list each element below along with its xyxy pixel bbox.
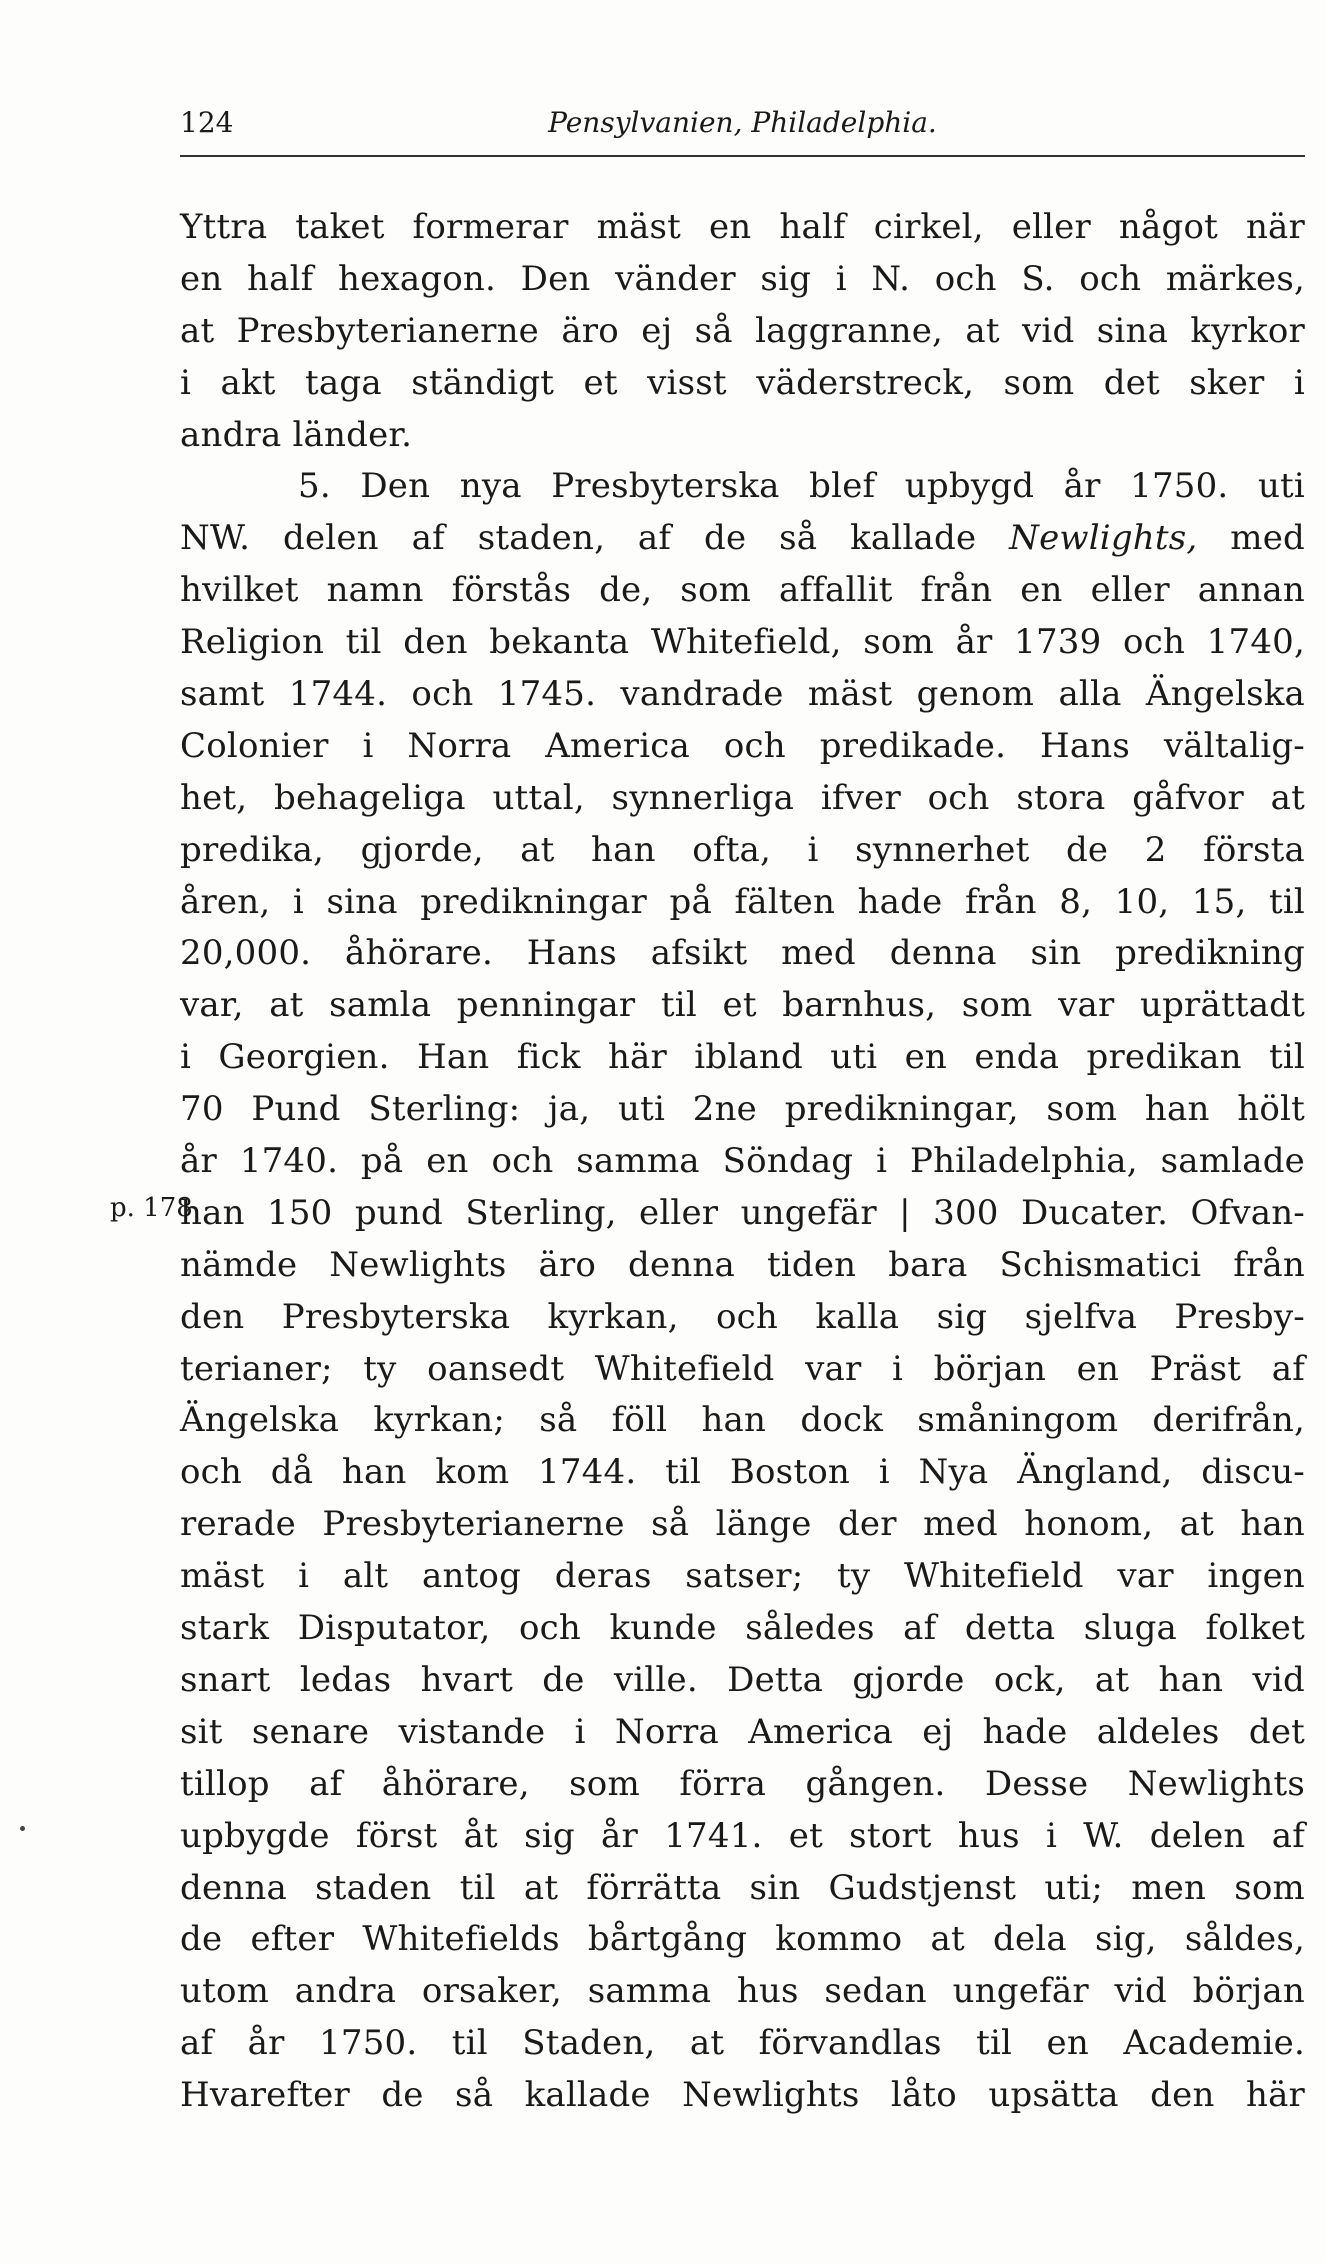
- text-line: åren, i sina predikningar på fälten hade från 8, 10, 15, til: [180, 881, 1305, 922]
- text-line: Ängelska kyrkan; så föll han dock småningom derifrån,: [180, 1400, 1305, 1441]
- text-line: i akt taga ständigt et visst väderstreck, som det sker i: [180, 362, 1305, 403]
- text-line: Colonier i Norra America och predikade. Hans vältalig-: [180, 725, 1305, 766]
- text-line: [180, 513, 1305, 565]
- text-line: Yttra taket formerar mäst en half cirkel, eller något när: [180, 207, 1305, 247]
- text-line: tillop af åhörare, som förra gången. Desse Newlights: [180, 1763, 1305, 1804]
- text-line: 70 Pund Sterling: ja, uti 2ne predikningar, som han hölt: [180, 1089, 1305, 1130]
- text-line: upbygde först åt sig år 1741. et stort hus i W. delen af: [180, 1815, 1305, 1856]
- text-line: 5. Den nya Presbyterska blef upbygd år 1750. uti: [298, 466, 1305, 507]
- text-line: i Georgien. Han fick här ibland uti en enda predikan til: [180, 1037, 1305, 1078]
- text-line: nämde Newlights äro denna tiden bara Schismatici från: [180, 1244, 1305, 1285]
- text-segment: med: [1197, 518, 1306, 559]
- text-line: de efter Whitefields bårtgång kommo at dela sig, såldes,: [180, 1919, 1305, 1960]
- text-line: hvilket namn förstås de, som affallit från en eller annan: [180, 570, 1305, 611]
- text-line: het, behageliga uttal, synnerliga ifver och stora gåfvor at: [180, 777, 1305, 818]
- text-line: den Presbyterska kyrkan, och kalla sig sjelfva Presby-: [180, 1296, 1305, 1337]
- margin-page-reference: p. 178: [110, 1193, 193, 1223]
- header-rule: [180, 155, 1305, 157]
- text-line: Religion til den bekanta Whitefield, som år 1739 och 1740,: [180, 622, 1305, 663]
- text-line: at Presbyterianerne äro ej så laggranne, at vid sina kyrkor: [180, 310, 1305, 351]
- text-segment: NW. delen af staden, af de så kallade: [180, 518, 1010, 559]
- text-line: en half hexagon. Den vänder sig i N. och S. och märkes,: [180, 258, 1305, 299]
- text-line: predika, gjorde, at han ofta, i synnerhet de 2 första: [180, 829, 1305, 870]
- text-line: utom andra orsaker, samma hus sedan ungefär vid början: [180, 1971, 1305, 2012]
- text-line: sit senare vistande i Norra America ej hade aldeles det: [180, 1711, 1305, 1752]
- text-line: 20,000. åhörare. Hans afsikt med denna sin predikning: [180, 933, 1305, 974]
- page-number: 124: [180, 106, 234, 139]
- body-text: [180, 202, 1305, 2122]
- page-header: [180, 106, 1305, 150]
- text-line: terianer; ty oansedt Whitefield var i början en Präst af: [180, 1348, 1305, 1389]
- text-line: snart ledas hvart de ville. Detta gjorde ock, at han vid: [180, 1659, 1305, 1700]
- text-line: han 150 pund Sterling, eller ungefär | 300 Ducater. Ofvan-: [180, 1192, 1305, 1233]
- italic-term: Newlights,: [1009, 518, 1198, 559]
- text-line: stark Disputator, och kunde således af detta sluga folket: [180, 1608, 1305, 1649]
- running-title: Pensylvanien, Philadelphia.: [548, 106, 937, 139]
- text-line: år 1740. på en och samma Söndag i Philadelphia, samlade: [180, 1141, 1305, 1182]
- text-line: mäst i alt antog deras satser; ty Whitefield var ingen: [180, 1556, 1305, 1597]
- text-line: andra länder.: [180, 414, 413, 455]
- text-line: denna staden til at förrätta sin Gudstjenst uti; men som: [180, 1867, 1305, 1908]
- text-line: och då han kom 1744. til Boston i Nya Ängland, discu-: [180, 1452, 1305, 1493]
- text-line: samt 1744. och 1745. vandrade mäst genom alla Ängelska: [180, 674, 1305, 715]
- text-line: var, at samla penningar til et barnhus, som var uprättadt: [180, 985, 1305, 1026]
- text-line: Hvarefter de så kallade Newlights låto upsätta den här: [180, 2075, 1305, 2116]
- text-line: rerade Presbyterianerne så länge der med honom, at han: [180, 1504, 1305, 1545]
- stray-ink-dot: [20, 1826, 25, 1831]
- text-line: af år 1750. til Staden, at förvandlas til en Academie.: [180, 2023, 1305, 2064]
